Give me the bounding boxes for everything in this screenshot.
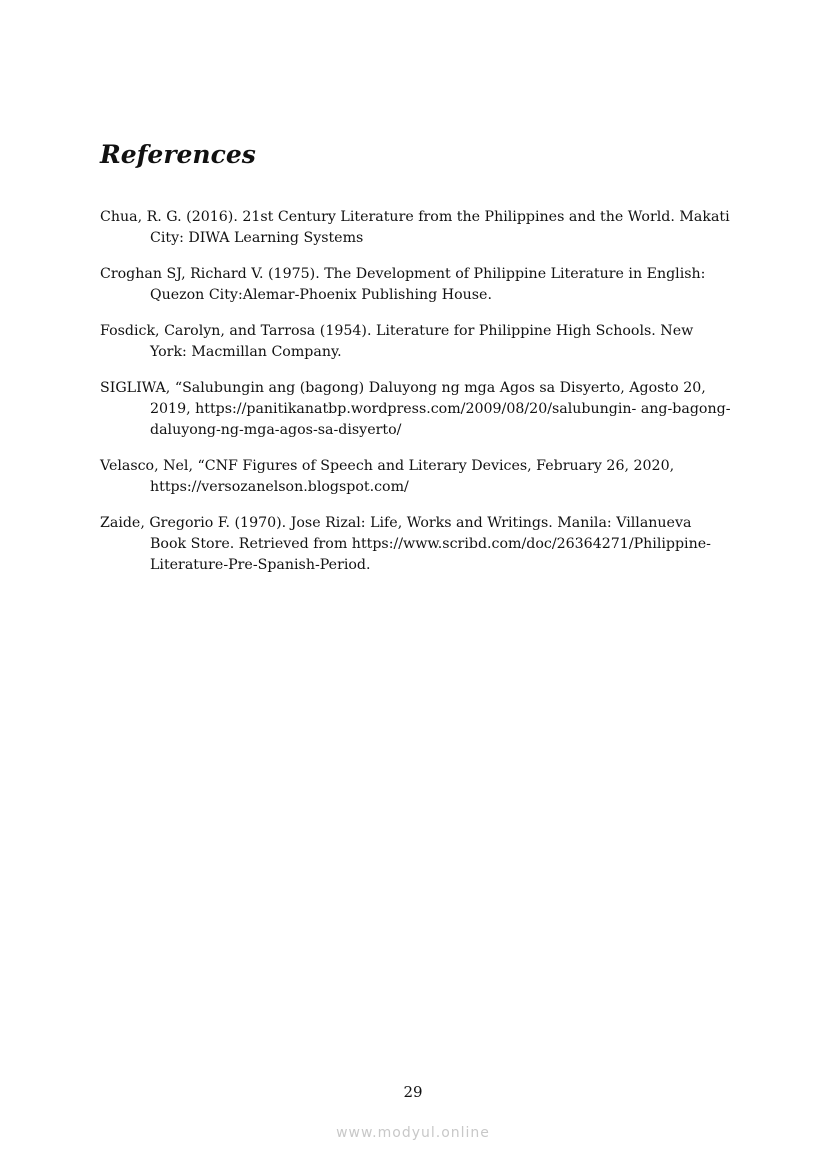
references-heading: References — [100, 140, 256, 169]
reference-entry: Fosdick, Carolyn, and Tarrosa (1954). Literature for Philippine High Schools. New York: Macmillan Company. — [100, 323, 694, 360]
reference-entry: Zaide, Gregorio F. (1970). Jose Rizal: Life, Works and Writings. Manila: Villanueva Book Store. Retrieved from https://www.scribd.com/doc/26364271/Philippine-Literature-Pre-Spanish-Period. — [100, 515, 711, 573]
page-number: 29 — [403, 1083, 423, 1101]
reference-entry: Velasco, Nel, “CNF Figures of Speech and Literary Devices, February 26, 2020, https://versozanelson.blogspot.com/ — [100, 458, 675, 495]
watermark: www.modyul.online — [336, 1125, 490, 1141]
reference-entry: Croghan SJ, Richard V. (1975). The Development of Philippine Literature in English: Quezon City:Alemar-Phoenix Publishing House. — [100, 266, 706, 303]
reference-entry: Chua, R. G. (2016). 21st Century Literature from the Philippines and the World. Makati City: DIWA Learning Systems — [100, 209, 730, 246]
reference-entry: SIGLIWA, “Salubungin ang (bagong) Daluyong ng mga Agos sa Disyerto, Agosto 20, 2019, https://panitikanatbp.wordpress.com/2009/08/20/salubungin- ang-bagong-daluyong-ng-mga-agos-sa-disyerto/ — [100, 380, 731, 438]
reference-list — [100, 207, 732, 591]
